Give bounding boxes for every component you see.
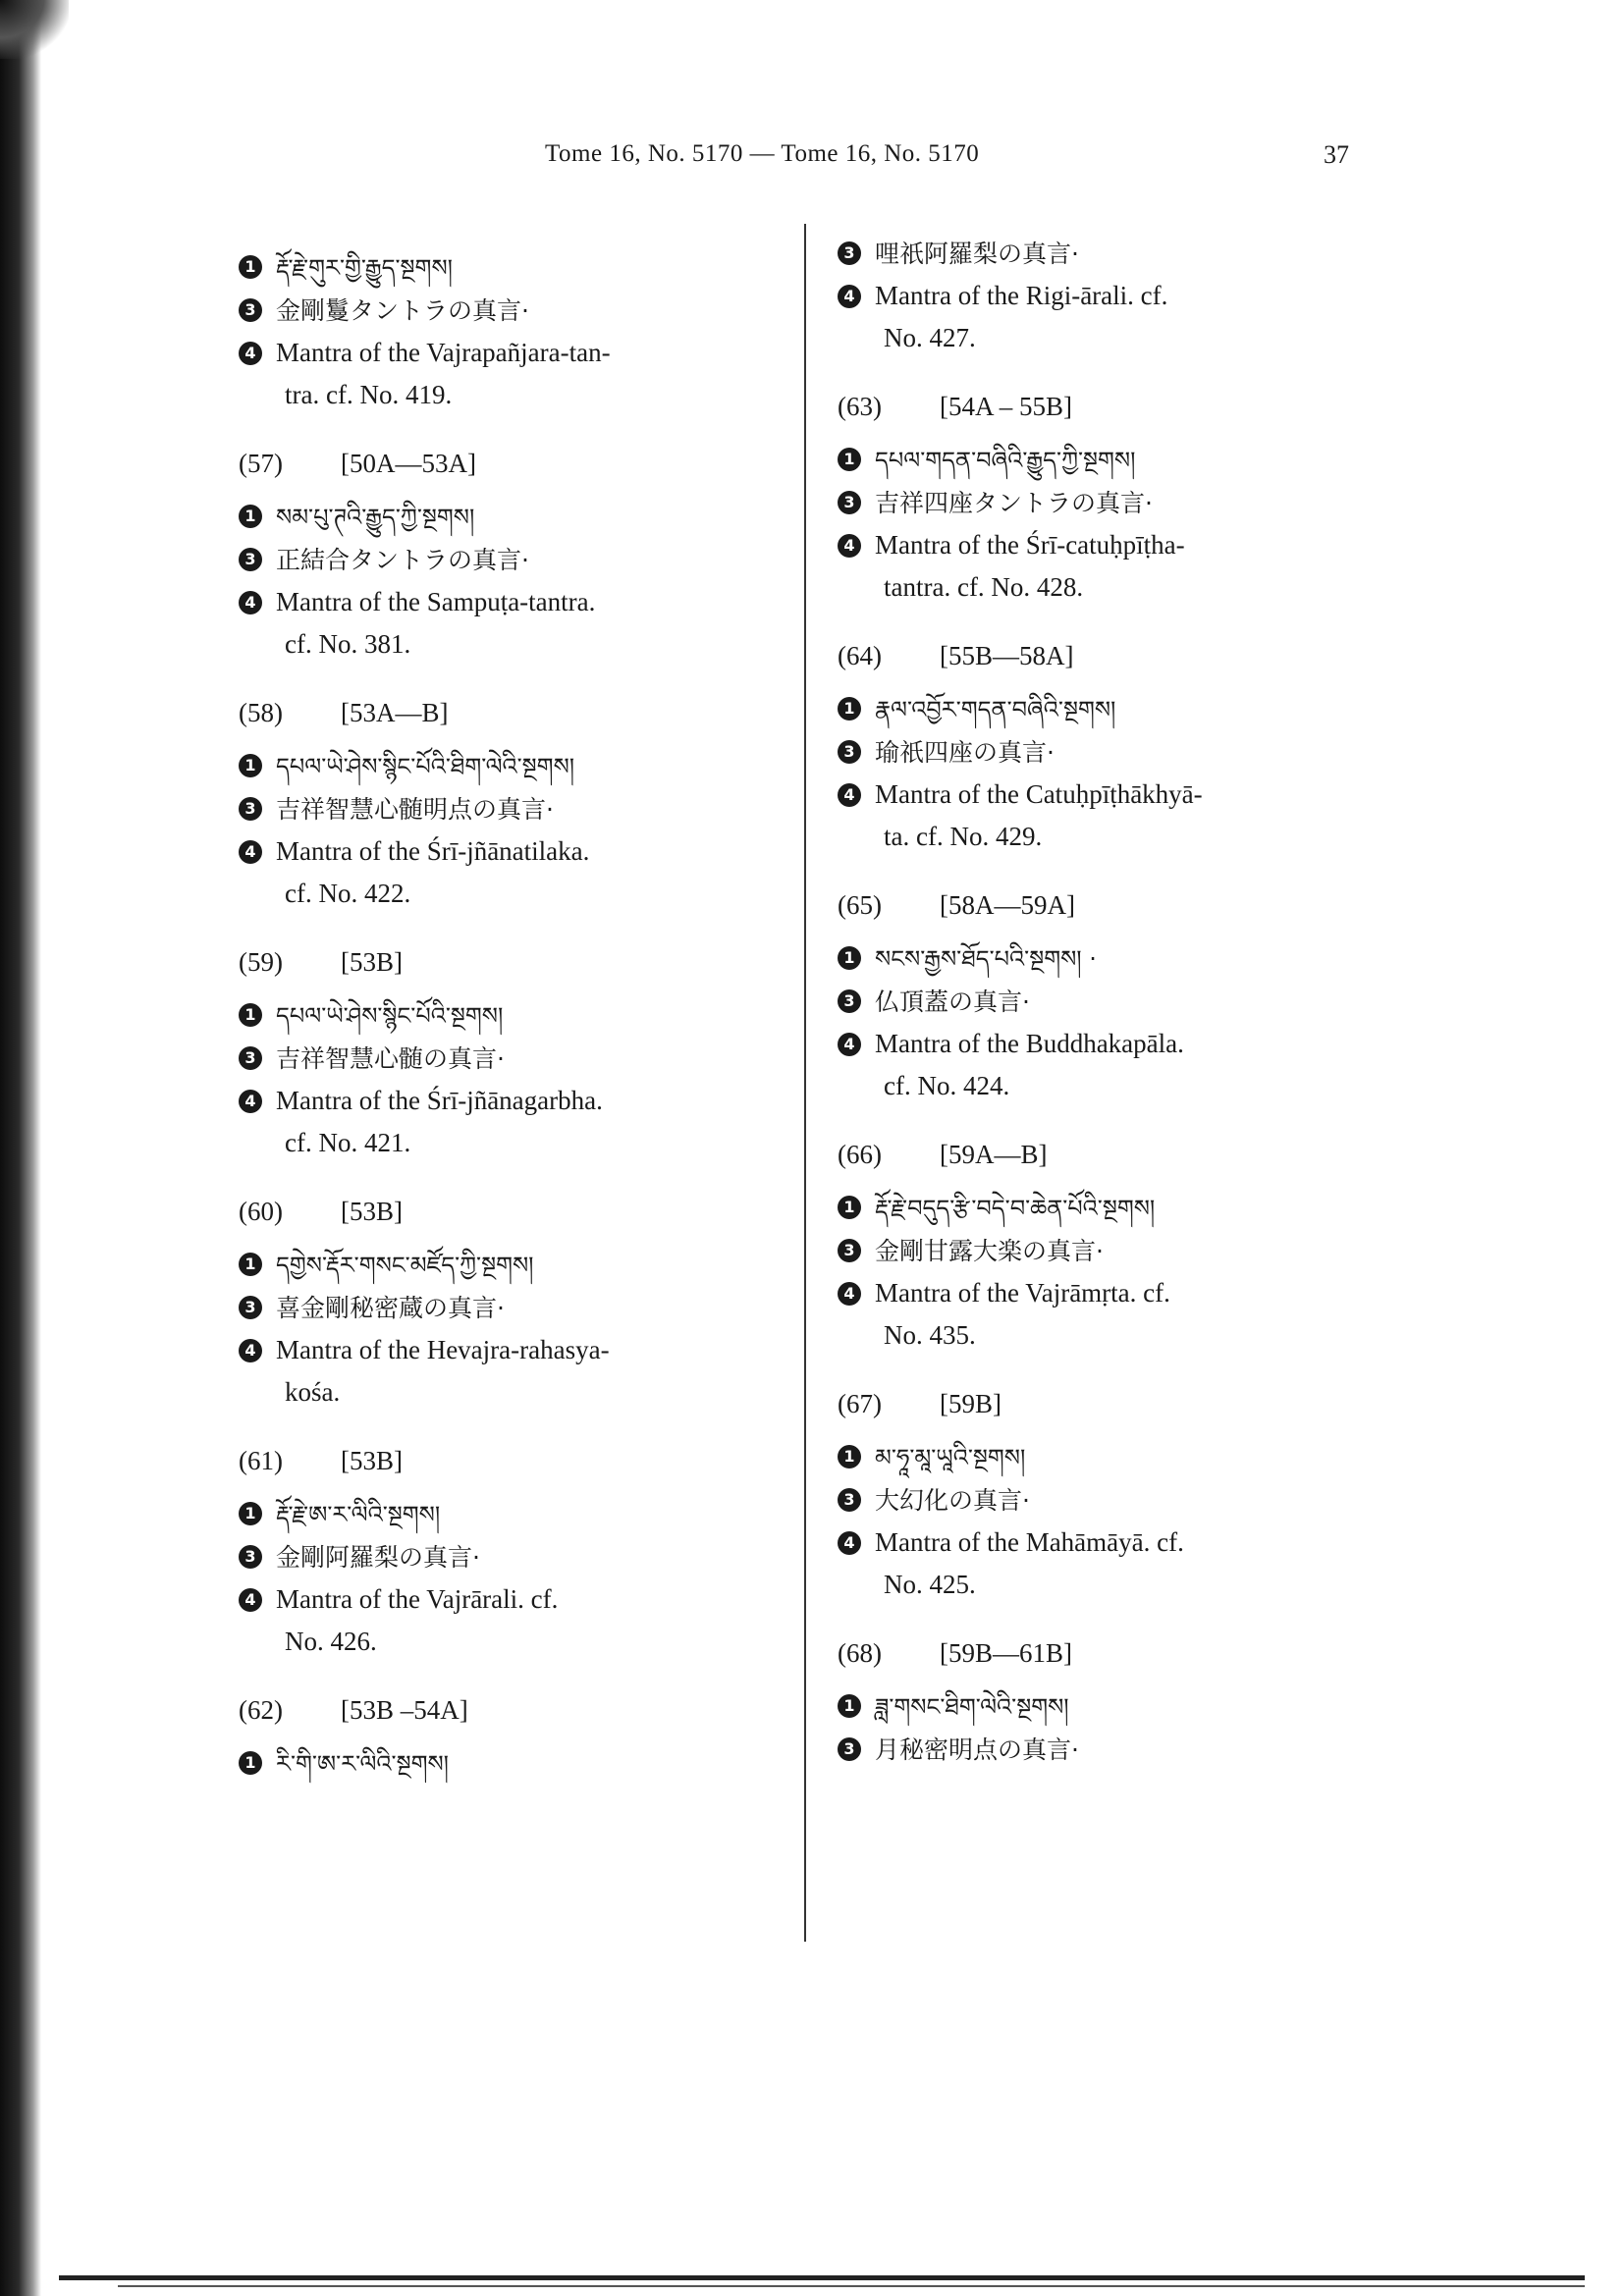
folio-reference: [58A—59A]: [940, 890, 1075, 920]
folio-reference: [53B]: [341, 947, 403, 977]
entry-line: [838, 1230, 1387, 1272]
entry-line: [239, 1080, 788, 1122]
entry-text: Mantra of the Catuḥpīṭhākhyā-: [875, 779, 1203, 809]
circled-number-marker: 3: [239, 797, 262, 821]
entry-heading: [239, 1440, 788, 1482]
entry-number: (58): [239, 698, 283, 727]
entry-text: མ་ཧཱ་མཱ་ཡཱའི་སྔགས།: [875, 1444, 1026, 1471]
circled-number-marker: 3: [838, 241, 861, 265]
folio-reference: [54A – 55B]: [940, 392, 1072, 421]
folio-reference: [53B]: [341, 1197, 403, 1226]
scan-corner-shadow: [0, 0, 69, 59]
circled-number-marker: 4: [838, 534, 861, 558]
entry-text: 仏頂蓋の真言·: [875, 988, 1030, 1016]
entry-text: སམ་པུ་ཊའི་རྒྱུད་ཀྱི་སྔགས།: [276, 504, 475, 531]
entry-text: 哩祇阿羅梨の真言·: [875, 240, 1079, 268]
entry-line: [838, 981, 1387, 1023]
entry-line: [838, 440, 1387, 482]
entry-line: [838, 482, 1387, 524]
entry-text: Mantra of the Vajrāmṛta. cf.: [875, 1278, 1170, 1308]
entry-heading: [239, 692, 788, 734]
folio-reference: [59A—B]: [940, 1140, 1048, 1169]
entry-heading: [838, 635, 1387, 677]
entry-text: 喜金剛秘密蔵の真言·: [276, 1294, 505, 1322]
entry-line: [239, 1038, 788, 1080]
circled-number-marker: 3: [838, 1488, 861, 1512]
entry-line: [239, 830, 788, 873]
entry-line: [239, 1536, 788, 1578]
right-column: [838, 233, 1387, 1771]
entry-line: [239, 581, 788, 623]
folio-reference: [53A—B]: [341, 698, 449, 727]
entry-text: Mantra of the Śrī-jñānagarbha.: [276, 1086, 603, 1115]
scan-edge-shadow: [0, 0, 41, 2296]
entry-line: [239, 746, 788, 788]
continuation-line: No. 427.: [884, 323, 976, 352]
entry-number: (63): [838, 392, 882, 421]
entry-text: 金剛阿羅梨の真言·: [276, 1543, 480, 1572]
folio-reference: [59B—61B]: [940, 1638, 1072, 1668]
circled-number-marker: 1: [838, 448, 861, 471]
folio-reference: [53B]: [341, 1446, 403, 1475]
entry-text: ཟླ་གསང་ཐིག་ལེའི་སྔགས།: [875, 1693, 1069, 1721]
continuation-line: cf. No. 422.: [285, 879, 411, 908]
entry-text: 金剛鬘タントラの真言·: [276, 296, 529, 325]
entry-number: (67): [838, 1389, 882, 1418]
circled-number-marker: 1: [239, 1003, 262, 1027]
circled-number-marker: 1: [838, 1196, 861, 1219]
entry-line: [838, 938, 1387, 981]
entry-number: (66): [838, 1140, 882, 1169]
circled-number-marker: 3: [838, 989, 861, 1013]
entry-heading: [838, 884, 1387, 927]
circled-number-marker: 1: [239, 1502, 262, 1525]
entry-line: [239, 1329, 788, 1371]
entry-line: [838, 1686, 1387, 1729]
continuation-line: tantra. cf. No. 428.: [884, 572, 1084, 602]
entry-text: རི་གི་ཨ་ར་ལིའི་སྔགས།: [276, 1750, 449, 1778]
entry-text: སངས་རྒྱས་ཐོད་པའི་སྔགས། ·: [875, 945, 1097, 973]
continuation-line: No. 435.: [884, 1320, 976, 1350]
entry-text: Mantra of the Śrī-jñānatilaka.: [276, 836, 590, 866]
entry-text: 吉祥四座タントラの真言·: [875, 489, 1153, 517]
entry-line: [838, 1437, 1387, 1479]
circled-number-marker: 4: [239, 1090, 262, 1113]
circled-number-marker: 4: [239, 1588, 262, 1612]
entry-heading: [239, 1191, 788, 1233]
circled-number-marker: 1: [239, 255, 262, 279]
circled-number-marker: 4: [239, 591, 262, 614]
circled-number-marker: 3: [838, 740, 861, 764]
entry-number: (57): [239, 449, 283, 478]
entry-text: རྣལ་འབྱོར་གདན་བཞིའི་སྔགས།: [875, 696, 1116, 723]
entry-heading: [838, 1383, 1387, 1425]
entry-text: Mantra of the Mahāmāyā. cf.: [875, 1527, 1184, 1557]
entry-text: Mantra of the Vajrapañjara-tan-: [276, 338, 611, 367]
circled-number-marker: 1: [838, 1694, 861, 1718]
continuation-line: ta. cf. No. 429.: [884, 822, 1043, 851]
entry-line: [838, 1729, 1387, 1771]
entry-number: (60): [239, 1197, 283, 1226]
circled-number-marker: 4: [838, 1531, 861, 1555]
entry-line: [838, 1522, 1387, 1564]
entry-line: [838, 524, 1387, 566]
entry-line: [239, 1578, 788, 1621]
entry-text: རྡོ་རྗེ་བདུད་རྩི་བདེ་བ་ཆེན་པོའི་སྔགས།: [875, 1195, 1156, 1222]
entry-text: 正結合タントラの真言·: [276, 546, 529, 574]
page-number: 37: [1324, 140, 1349, 169]
circled-number-marker: 1: [239, 505, 262, 528]
entry-line: [239, 290, 788, 332]
folio-reference: [55B—58A]: [940, 641, 1074, 670]
entry-text: 吉祥智慧心髄の真言·: [276, 1044, 505, 1073]
entry-text: རྡོ་རྗེ་གུར་གྱི་རྒྱུད་སྔགས།: [276, 254, 453, 282]
entry-heading: [239, 443, 788, 485]
running-header: Tome 16, No. 5170 — Tome 16, No. 5170: [545, 140, 980, 167]
circled-number-marker: 3: [838, 1737, 861, 1761]
entry-line: [838, 1272, 1387, 1314]
entry-text: 大幻化の真言·: [875, 1486, 1030, 1515]
circled-number-marker: 3: [239, 548, 262, 571]
circled-number-marker: 1: [838, 946, 861, 970]
continuation-line: cf. No. 421.: [285, 1128, 411, 1157]
entry-text: Mantra of the Rigi-ārali. cf.: [875, 281, 1168, 310]
entry-number: (64): [838, 641, 882, 670]
circled-number-marker: 4: [838, 285, 861, 308]
entry-text: Mantra of the Śrī-catuḥpīṭha-: [875, 530, 1185, 560]
entry-text: 金剛甘露大楽の真言·: [875, 1237, 1104, 1265]
continuation-line: cf. No. 381.: [285, 629, 411, 659]
circled-number-marker: 4: [239, 342, 262, 365]
entry-line: [239, 1245, 788, 1287]
page-bottom-rule-secondary: [118, 2285, 1585, 2287]
entry-line: [239, 1287, 788, 1329]
circled-number-marker: 1: [239, 1253, 262, 1276]
entry-heading: [838, 386, 1387, 428]
entry-number: (68): [838, 1638, 882, 1668]
circled-number-marker: 3: [838, 1239, 861, 1262]
continuation-line: tra. cf. No. 419.: [285, 380, 453, 409]
entry-text: 月秘密明点の真言·: [875, 1735, 1079, 1764]
folio-reference: [53B –54A]: [341, 1695, 468, 1725]
continuation-line: kośa.: [285, 1377, 341, 1407]
folio-reference: [59B]: [940, 1389, 1001, 1418]
entry-number: (59): [239, 947, 283, 977]
circled-number-marker: 1: [239, 1751, 262, 1775]
entry-line: [239, 788, 788, 830]
entry-heading: [838, 1134, 1387, 1176]
entry-text: Mantra of the Vajrārali. cf.: [276, 1584, 559, 1614]
entry-text: Mantra of the Hevajra-rahasya-: [276, 1335, 610, 1364]
entry-heading: [239, 1689, 788, 1732]
continuation-line: No. 426.: [285, 1627, 377, 1656]
entry-number: (65): [838, 890, 882, 920]
circled-number-marker: 4: [838, 1033, 861, 1056]
continuation-line: No. 425.: [884, 1570, 976, 1599]
entry-line: [239, 247, 788, 290]
entry-text: Mantra of the Sampuṭa-tantra.: [276, 587, 596, 616]
entry-text: 吉祥智慧心髄明点の真言·: [276, 795, 554, 824]
entry-text: 瑜祇四座の真言·: [875, 738, 1055, 767]
entry-line: [239, 995, 788, 1038]
entry-line: [838, 1188, 1387, 1230]
entry-text: རྡོ་རྗེ་ཨ་ར་ལིའི་སྔགས།: [276, 1501, 441, 1528]
entry-line: [239, 497, 788, 539]
circled-number-marker: 1: [838, 697, 861, 721]
entry-text: དགྱེས་རྡོར་གསང་མཛོད་ཀྱི་སྔགས།: [276, 1252, 534, 1279]
entry-number: (62): [239, 1695, 283, 1725]
circled-number-marker: 3: [239, 1296, 262, 1319]
entry-line: [838, 1023, 1387, 1065]
left-column: [239, 247, 788, 1786]
entry-text: དཔལ་ཡེ་ཤེས་སྙིང་པོའི་ཐིག་ལེའི་སྔགས།: [276, 753, 575, 780]
circled-number-marker: 3: [838, 491, 861, 514]
entry-line: [239, 539, 788, 581]
circled-number-marker: 4: [239, 1339, 262, 1362]
entry-line: [838, 1479, 1387, 1522]
entry-line: [239, 332, 788, 374]
circled-number-marker: 4: [838, 783, 861, 807]
entry-line: [838, 275, 1387, 317]
circled-number-marker: 3: [239, 1046, 262, 1070]
entry-line: [838, 774, 1387, 816]
circled-number-marker: 3: [239, 298, 262, 322]
entry-text: དཔལ་གདན་བཞིའི་རྒྱུད་ཀྱི་སྔགས།: [875, 447, 1136, 474]
circled-number-marker: 4: [239, 840, 262, 864]
entry-heading: [239, 941, 788, 984]
entry-line: [239, 1743, 788, 1786]
entry-text: དཔལ་ཡེ་ཤེས་སྙིང་པོའི་སྔགས།: [276, 1002, 504, 1030]
circled-number-marker: 1: [838, 1445, 861, 1468]
entry-line: [239, 1494, 788, 1536]
column-divider: [804, 224, 806, 1942]
entry-line: [838, 233, 1387, 275]
entry-line: [838, 731, 1387, 774]
page-bottom-rule: [59, 2275, 1585, 2280]
entry-text: Mantra of the Buddhakapāla.: [875, 1029, 1184, 1058]
entry-line: [838, 689, 1387, 731]
circled-number-marker: 3: [239, 1545, 262, 1569]
circled-number-marker: 4: [838, 1282, 861, 1306]
folio-reference: [50A—53A]: [341, 449, 476, 478]
entry-number: (61): [239, 1446, 283, 1475]
continuation-line: cf. No. 424.: [884, 1071, 1010, 1100]
entry-heading: [838, 1632, 1387, 1675]
circled-number-marker: 1: [239, 754, 262, 777]
